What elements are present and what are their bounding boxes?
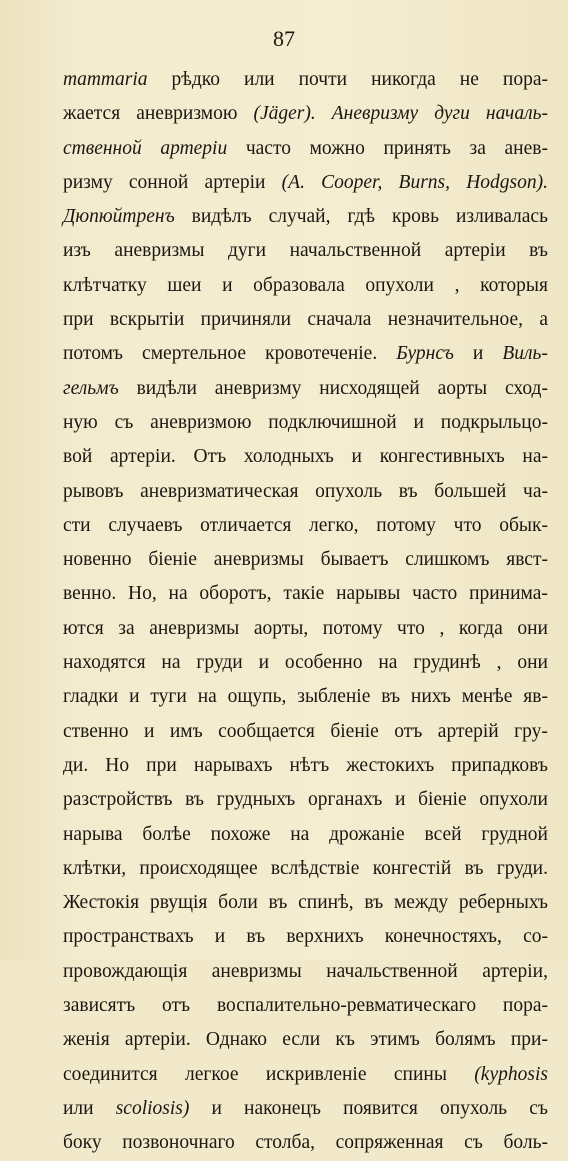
word: нарывы <box>336 583 401 605</box>
word: нарыва <box>63 823 123 845</box>
word: Виль- <box>502 343 548 365</box>
word: въ <box>268 892 288 914</box>
word: въ <box>398 480 418 502</box>
word: на <box>290 823 310 845</box>
word: нѣтъ <box>289 754 330 776</box>
word: никогда <box>371 69 436 90</box>
word: ственно <box>63 720 129 742</box>
text-line <box>63 1058 548 1092</box>
text-line <box>63 269 548 303</box>
word: этимъ <box>370 1029 420 1051</box>
word: аорты <box>437 377 488 399</box>
text-line <box>63 715 548 749</box>
word: сообщается <box>218 720 315 742</box>
text-line <box>63 886 548 920</box>
word: опухоль <box>315 480 383 502</box>
text-line <box>63 166 548 200</box>
word: аневризматическая <box>140 480 299 502</box>
word: женія <box>63 1029 110 1051</box>
word: начальственной <box>326 960 458 982</box>
text-line <box>63 543 548 577</box>
word: за <box>118 617 135 639</box>
word: на <box>161 652 181 674</box>
text-line <box>63 1092 548 1126</box>
word: видѣли <box>136 377 197 399</box>
word: нихъ <box>410 686 451 708</box>
text-line <box>63 337 548 371</box>
word: въ <box>381 686 401 708</box>
word: бываетъ <box>320 549 389 571</box>
word: ную <box>63 411 98 433</box>
word: провождающія <box>63 960 188 982</box>
word: боли <box>218 892 258 914</box>
word: сонной <box>128 171 189 193</box>
word: Бурнсъ <box>396 343 454 365</box>
word: часто <box>245 137 291 159</box>
word: при- <box>510 1029 548 1051</box>
word: находятся <box>63 652 146 674</box>
word: похоже <box>210 823 271 845</box>
word: рѣдко <box>171 69 221 90</box>
word: болямъ <box>435 1029 496 1051</box>
word: и <box>211 1097 222 1119</box>
text-line <box>63 475 548 509</box>
word: принима- <box>469 583 548 605</box>
word: анев- <box>504 137 548 159</box>
word: къ <box>335 1029 355 1051</box>
text-line <box>63 577 548 611</box>
word: гладки <box>63 686 119 708</box>
word: верхнихъ <box>286 926 364 948</box>
word: всей <box>424 823 462 845</box>
word: со- <box>523 926 548 948</box>
word: потомъ <box>63 343 123 365</box>
word: груди <box>196 652 243 674</box>
word: и <box>258 652 270 674</box>
word: за <box>469 137 486 159</box>
word: ются <box>63 617 104 639</box>
word: артеріи. <box>124 1029 191 1051</box>
text-line <box>63 509 548 543</box>
text-line <box>63 920 548 954</box>
word: (kyphosis <box>474 1063 548 1085</box>
word: грудинѣ <box>413 652 481 674</box>
word: подключишной <box>268 411 397 433</box>
text-line <box>63 200 548 234</box>
word: конечностяхъ, <box>384 926 502 948</box>
word: когда <box>458 617 503 639</box>
word: , <box>454 274 460 296</box>
word: гру- <box>514 720 548 742</box>
word: шеи <box>167 274 202 296</box>
word: вслѣдствіе <box>270 857 360 879</box>
word: артеріи <box>160 137 228 159</box>
word: органахъ <box>307 789 383 811</box>
word: и <box>351 446 362 468</box>
word: особенно <box>284 652 363 674</box>
word: обык- <box>499 514 548 536</box>
text-line <box>63 234 548 268</box>
word: дуги <box>227 240 267 262</box>
word: можно <box>309 137 365 159</box>
word: потому <box>376 514 436 536</box>
word: Но <box>105 754 130 776</box>
word: грудной <box>481 823 548 845</box>
word: незначительное, <box>387 309 524 331</box>
word: при <box>146 754 177 776</box>
word: Аневризму <box>331 103 419 125</box>
word: груди. <box>496 857 548 879</box>
text-line <box>63 1126 548 1160</box>
word: біеніе <box>148 549 197 571</box>
word: артеріи <box>204 171 266 193</box>
word: пора- <box>502 69 548 90</box>
word: аневризмою <box>136 103 238 125</box>
word: потому <box>322 617 383 639</box>
word: опухоли <box>365 274 434 296</box>
text-line <box>63 132 548 166</box>
word: на- <box>522 446 548 468</box>
word: опухоли <box>479 789 548 811</box>
word: съ <box>529 1097 548 1119</box>
word: ча- <box>523 480 548 502</box>
body-text <box>63 63 548 1161</box>
word: между <box>393 892 449 914</box>
text-line <box>63 646 548 680</box>
word: отличается <box>200 514 292 536</box>
word: что <box>397 617 425 639</box>
word: сти <box>63 514 91 536</box>
word: гдѣ <box>347 206 375 228</box>
word: видѣлъ <box>191 206 252 228</box>
word: и <box>143 720 155 742</box>
word: реберныхъ <box>458 892 548 914</box>
word: артеріи. <box>109 446 176 468</box>
text-line <box>63 749 548 783</box>
word: имъ <box>169 720 203 742</box>
word: кровь <box>391 206 440 228</box>
word: столба, <box>255 1132 315 1154</box>
text-line <box>63 612 548 646</box>
word: біеніе <box>418 789 467 811</box>
word: на <box>197 686 217 708</box>
word: артеріи <box>444 240 506 262</box>
word: и <box>394 789 406 811</box>
text-line <box>63 989 548 1023</box>
word: они <box>517 652 548 674</box>
word: изъ <box>63 240 91 262</box>
word: изливалась <box>455 206 548 228</box>
word: образовала <box>253 274 345 296</box>
word: гельмъ <box>63 377 119 399</box>
text-line <box>63 372 548 406</box>
text-line <box>63 783 548 817</box>
word: нарывахъ <box>193 754 273 776</box>
word: Cooper, <box>321 171 383 193</box>
word: вскрытіи <box>109 309 185 331</box>
word: и <box>413 411 424 433</box>
word: что <box>453 514 482 536</box>
word: сход- <box>504 377 548 399</box>
word: зыбленіе <box>297 686 371 708</box>
word: случай, <box>268 206 331 228</box>
word: смертельное <box>142 343 247 365</box>
word: конгестивныхъ <box>379 446 505 468</box>
word: зависятъ <box>63 995 136 1017</box>
word: начальственной <box>289 240 422 262</box>
word: разстройствъ <box>63 789 173 811</box>
word: нисходящей <box>319 377 420 399</box>
word: холодныхъ <box>243 446 334 468</box>
word: кровотеченіе. <box>265 343 378 365</box>
word: явст- <box>506 549 548 571</box>
word: конгестій <box>372 857 452 879</box>
word: въ <box>529 240 548 262</box>
word: причиняли <box>200 309 292 331</box>
word: туги <box>150 686 187 708</box>
word: и <box>129 686 140 708</box>
word: происходящее <box>139 857 258 879</box>
word: пространствахъ <box>63 926 194 948</box>
text-line <box>63 63 548 97</box>
word: дрожаніе <box>329 823 405 845</box>
word: аневризмою <box>150 411 252 433</box>
word: или <box>244 69 275 90</box>
word: рвущія <box>149 892 208 914</box>
word: артерій <box>437 720 499 742</box>
word: они <box>517 617 548 639</box>
word: , <box>439 617 445 639</box>
word: почти <box>298 69 348 90</box>
word: при <box>63 309 94 331</box>
word: менѣе <box>461 686 513 708</box>
word: на <box>378 652 398 674</box>
word: принять <box>383 137 451 159</box>
word: аневризмы <box>213 549 304 571</box>
text-line <box>63 440 548 474</box>
word: жестокихъ <box>346 754 435 776</box>
word: (A. <box>281 171 305 193</box>
word: въ <box>364 892 384 914</box>
word: сначала <box>307 309 372 331</box>
word: не <box>459 69 479 90</box>
word: аневризмы <box>211 960 302 982</box>
word: и <box>222 274 233 296</box>
word: Жестокія <box>63 892 140 914</box>
word: біеніе <box>330 720 379 742</box>
word: яв- <box>523 686 548 708</box>
word: пора- <box>502 995 548 1017</box>
word: отъ <box>394 720 423 742</box>
word: появится <box>343 1097 418 1119</box>
word: съ <box>114 411 134 433</box>
word: Отъ <box>193 446 227 468</box>
word: аорты, <box>253 617 309 639</box>
word: искривленіе <box>265 1063 367 1085</box>
word: грудныхъ <box>216 789 296 811</box>
word: клѣтки, <box>63 857 127 879</box>
word: легко, <box>309 514 359 536</box>
word: воспалительно-ревматическаго <box>216 995 477 1017</box>
text-line <box>63 1023 548 1057</box>
text-line <box>63 303 548 337</box>
word: , <box>496 652 502 674</box>
word: подкрыльцо- <box>440 411 548 433</box>
word: опухоль <box>440 1097 508 1119</box>
word: болѣе <box>142 823 191 845</box>
word: или <box>63 1097 94 1119</box>
word: аневризму <box>214 377 302 399</box>
page-number: 87 <box>273 26 295 51</box>
word: новенно <box>63 549 132 571</box>
word: Но, <box>128 583 157 605</box>
word: (Jäger). <box>253 103 316 125</box>
word: часто <box>412 583 458 605</box>
word: слишкомъ <box>405 549 490 571</box>
word: соединится <box>63 1063 158 1085</box>
word: спины <box>393 1063 447 1085</box>
word: ощупь, <box>227 686 287 708</box>
word: а <box>539 309 548 331</box>
word: сопряженная <box>335 1132 444 1154</box>
word: дуги <box>434 103 470 125</box>
word: вой <box>63 446 93 468</box>
word: припадковъ <box>451 754 548 776</box>
word: и <box>472 343 484 365</box>
word: на <box>168 583 188 605</box>
word: большей <box>434 480 507 502</box>
word: такіе <box>283 583 325 605</box>
word: спинѣ, <box>298 892 354 914</box>
word: которыя <box>480 274 548 296</box>
word: если <box>282 1029 321 1051</box>
word: ризму <box>63 171 113 193</box>
word: боку <box>63 1132 102 1154</box>
word: рывовъ <box>63 480 124 502</box>
word: случаевъ <box>108 514 183 536</box>
word: Однако <box>205 1029 267 1051</box>
word: Дюпюйтренъ <box>63 206 175 228</box>
word: жается <box>63 103 121 125</box>
word: и <box>214 926 226 948</box>
word: Burns, <box>398 171 451 193</box>
word: въ <box>464 857 484 879</box>
word: Hodgson). <box>466 171 548 193</box>
word: отъ <box>162 995 191 1017</box>
word: боль- <box>503 1132 548 1154</box>
word: началь- <box>485 103 548 125</box>
word: клѣтчатку <box>63 274 147 296</box>
word: ди. <box>63 754 89 776</box>
word: венно. <box>63 583 117 605</box>
word: наконецъ <box>244 1097 321 1119</box>
word: съ <box>464 1132 483 1154</box>
word: аневризмы <box>149 617 240 639</box>
word: ственной <box>63 137 142 159</box>
word: mammaria <box>63 69 148 90</box>
text-line <box>63 818 548 852</box>
word: оборотъ, <box>199 583 272 605</box>
word: позвоночнаго <box>122 1132 235 1154</box>
word: въ <box>246 926 266 948</box>
text-line <box>63 680 548 714</box>
text-line <box>63 97 548 131</box>
word: артеріи, <box>482 960 548 982</box>
word: scoliosis) <box>115 1097 190 1119</box>
text-line <box>63 852 548 886</box>
text-line <box>63 406 548 440</box>
word: аневризмы <box>114 240 205 262</box>
word: въ <box>185 789 204 811</box>
word: легкое <box>185 1063 239 1085</box>
